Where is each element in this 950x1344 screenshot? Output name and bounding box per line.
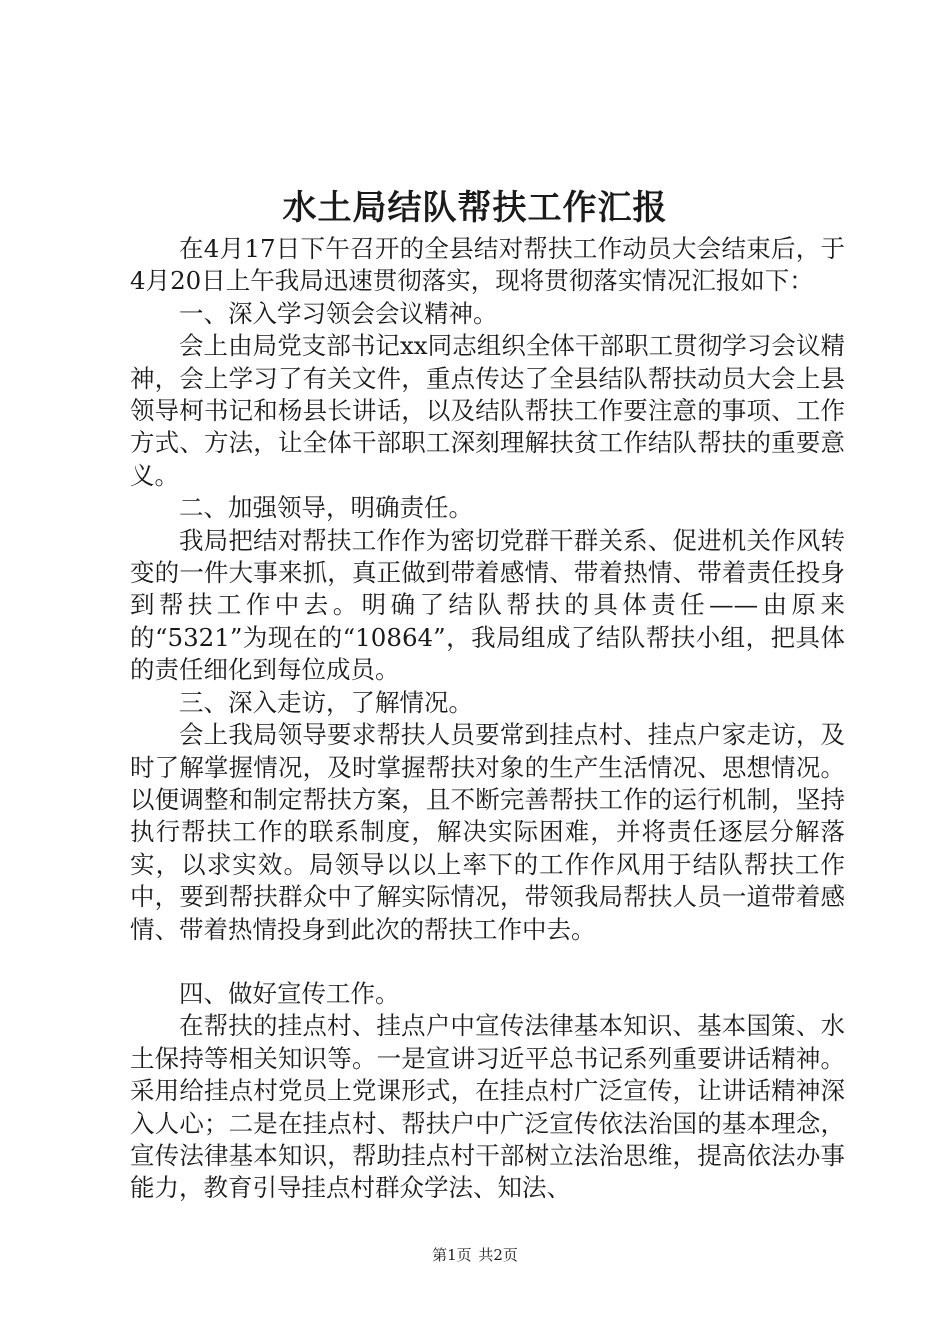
page-footer bbox=[0, 1245, 950, 1265]
section-heading-4: 四、做好宣传工作。 bbox=[179, 978, 400, 1008]
page-total: 共2页 bbox=[478, 1246, 518, 1264]
document-body bbox=[130, 233, 845, 1205]
section-paragraph-3: 会上我局领导要求帮扶人员要常到挂点村、挂点户家走访，及时了解掌握情况，及时掌握帮扶对象的生产生活情况、思想情况。以便调整和制定帮扶方案，且不断完善帮扶工作的运行机制，坚持执行帮扶工作的联系制度，解决实际困难，并将责任逐层分解落实，以求实效。局领导以以上率下的工作作风用于结队帮扶工作中，要到帮扶群众中了解实际情况，带领我局帮扶人员一道带着感情、带着热情投身到此次的帮扶工作中去。 bbox=[130, 720, 845, 944]
section-heading-1: 一、深入学习领会会议精神。 bbox=[179, 298, 498, 328]
section-heading-3: 三、深入走访，了解情况。 bbox=[179, 687, 473, 717]
section-paragraph-2: 我局把结对帮扶工作作为密切党群干群关系、促进机关作风转变的一件大事来抓，真正做到带着感情、带着热情、带着责任投身到帮扶工作中去。明确了结队帮扶的具体责任——由原来的“5321”为现在的“10864”，我局组成了结队帮扶小组，把具体的责任细化到每位成员。 bbox=[130, 525, 845, 685]
page-number: 第1页 bbox=[432, 1246, 472, 1264]
intro-paragraph: 在4月17日下午召开的全县结对帮扶工作动员大会结束后，于4月20日上午我局迅速贯彻落实，现将贯彻落实情况汇报如下： bbox=[130, 234, 845, 296]
section-paragraph-1: 会上由局党支部书记xx同志组织全体干部职工贯彻学习会议精神，会上学习了有关文件，重点传达了全县结队帮扶动员大会上县领导柯书记和杨县长讲话，以及结队帮扶工作要注意的事项、工作方式、方法，让全体干部职工深刻理解扶贫工作结队帮扶的重要意义。 bbox=[130, 331, 845, 490]
section-heading-2: 二、加强领导，明确责任。 bbox=[179, 493, 473, 523]
section-paragraph-4: 在帮扶的挂点村、挂点户中宣传法律基本知识、基本国策、水土保持等相关知识等。一是宣讲习近平总书记系列重要讲话精神。采用给挂点村党员上党课形式，在挂点村广泛宣传，让讲话精神深入人心；二是在挂点村、帮扶户中广泛宣传依法治国的基本理念，宣传法律基本知识，帮助挂点村干部树立法治思维，提高依法办事能力，教育引导挂点村群众学法、知法、 bbox=[130, 1011, 845, 1203]
document-title: 水土局结队帮扶工作汇报 bbox=[282, 188, 668, 228]
